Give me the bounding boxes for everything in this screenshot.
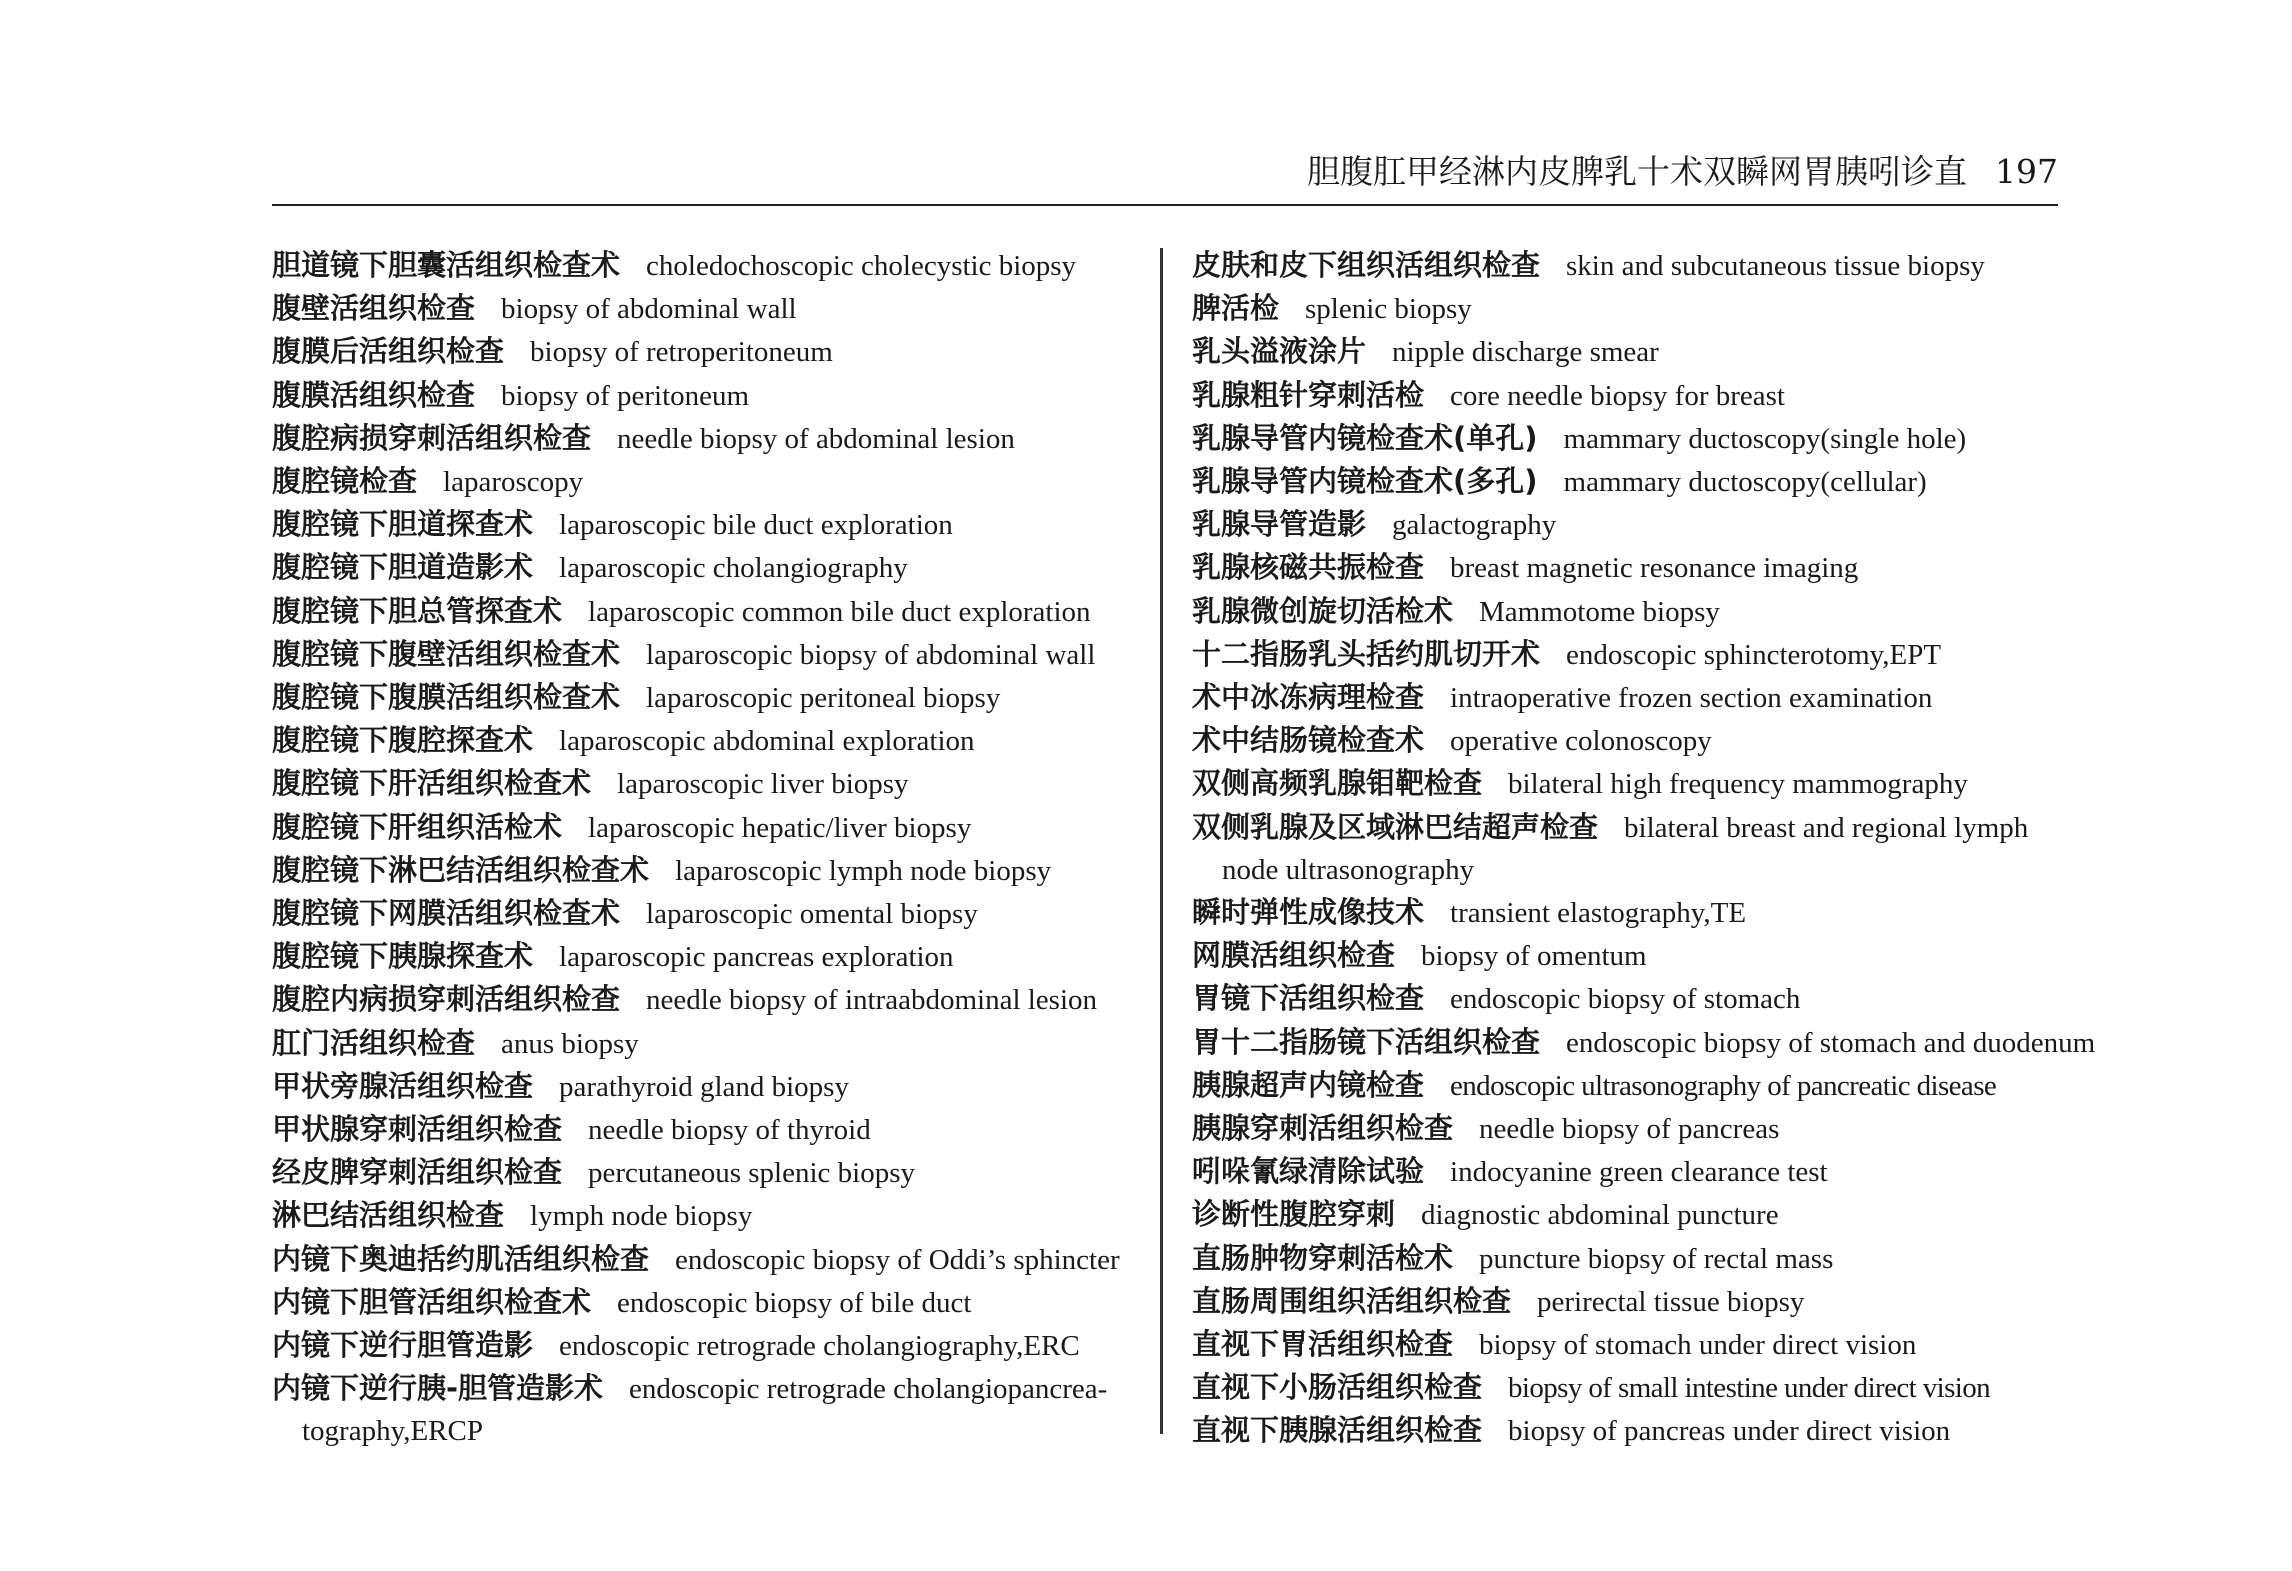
english-term: needle biopsy of pancreas (1479, 1113, 1780, 1146)
english-term: biopsy of omentum (1421, 940, 1647, 973)
english-term: mammary ductoscopy(cellular) (1563, 466, 1927, 499)
glossary-entry (1192, 719, 2058, 762)
glossary-entry (1192, 1107, 2058, 1150)
left-column (272, 244, 1132, 1453)
glossary-entry (1192, 590, 2058, 633)
english-term: needle biopsy of thyroid (588, 1114, 871, 1147)
english-term: laparoscopy (443, 466, 584, 499)
english-term-continuation: node ultrasonography (1222, 853, 1475, 886)
english-term: bilateral breast and regional lymph (1624, 811, 2029, 844)
english-term: galactography (1392, 509, 1557, 542)
english-term: endoscopic biopsy of stomach and duodenum (1566, 1026, 2096, 1059)
chinese-term: 内镜下逆行胆管造影 (272, 1328, 534, 1363)
chinese-term: 十二指肠乳头括约肌切开术 (1192, 636, 1541, 671)
english-term: laparoscopic abdominal exploration (559, 725, 975, 758)
english-term: needle biopsy of abdominal lesion (617, 422, 1015, 455)
glossary-entry (272, 935, 1132, 978)
glossary-entry (272, 1022, 1132, 1065)
chinese-term: 腹壁活组织检查 (272, 291, 476, 326)
chinese-term: 乳腺核磁共振检查 (1192, 550, 1425, 585)
glossary-entry (272, 719, 1132, 762)
chinese-term: 胃十二指肠镜下活组织检查 (1192, 1024, 1541, 1059)
chinese-term: 术中结肠镜检查术 (1192, 723, 1425, 758)
english-term: biopsy of peritoneum (501, 379, 750, 412)
glossary-entry (1192, 1064, 2058, 1107)
english-term: endoscopic ultrasonography of pancreatic disease (1450, 1069, 1997, 1102)
glossary-entry (272, 676, 1132, 719)
english-term: diagnostic abdominal puncture (1421, 1199, 1779, 1232)
english-term: anus biopsy (501, 1027, 639, 1060)
english-term: core needle biopsy for breast (1450, 379, 1785, 412)
english-term: endoscopic biopsy of bile duct (617, 1286, 972, 1319)
chinese-term: 腹腔镜下胆总管探查术 (272, 593, 563, 628)
english-term: biopsy of pancreas under direct vision (1508, 1415, 1951, 1448)
page-number: 197 (1995, 152, 2058, 191)
chinese-term: 腹腔镜下肝活组织检查术 (272, 766, 592, 801)
glossary-entry (272, 1108, 1132, 1151)
chinese-term: 乳头溢液涂片 (1192, 334, 1367, 369)
chinese-term: 乳腺导管内镜检查术(单孔) (1192, 420, 1538, 455)
glossary-entry (1192, 934, 2058, 977)
english-term: needle biopsy of intraabdominal lesion (646, 984, 1098, 1017)
chinese-term: 术中冰冻病理检查 (1192, 680, 1425, 715)
english-term: nipple discharge smear (1392, 336, 1659, 369)
glossary-entry (1192, 244, 2058, 287)
glossary-entry (272, 244, 1132, 287)
glossary-entry (272, 806, 1132, 849)
glossary-entry (272, 417, 1132, 460)
english-term: choledochoscopic cholecystic biopsy (646, 250, 1077, 282)
english-term: endoscopic retrograde cholangiography,ERC (559, 1330, 1080, 1363)
english-term: breast magnetic resonance imaging (1450, 552, 1859, 585)
glossary-entry (272, 978, 1132, 1021)
english-term: percutaneous splenic biopsy (588, 1157, 915, 1190)
english-term: laparoscopic bile duct exploration (559, 509, 953, 542)
english-term: operative colonoscopy (1450, 725, 1712, 758)
glossary-entry (272, 460, 1132, 503)
glossary-entry (1192, 1409, 2058, 1452)
chinese-term: 腹腔镜下肝组织活检术 (272, 809, 563, 844)
english-term: perirectal tissue biopsy (1537, 1285, 1805, 1318)
glossary-entry (272, 892, 1132, 935)
glossary-entry (272, 1065, 1132, 1108)
english-term: intraoperative frozen section examination (1450, 682, 1933, 715)
glossary-entry (1192, 287, 2058, 330)
right-column (1192, 244, 2096, 1453)
glossary-entry (1192, 1237, 2058, 1280)
chinese-term: 内镜下胆管活组织检查术 (272, 1284, 592, 1319)
glossary-entry (1192, 503, 2058, 546)
chinese-term: 直肠肿物穿刺活检术 (1192, 1240, 1454, 1275)
chinese-term: 经皮脾穿刺活组织检查 (272, 1155, 563, 1190)
chinese-term: 诊断性腹腔穿刺 (1192, 1197, 1396, 1232)
english-term: mammary ductoscopy(single hole) (1563, 422, 1967, 455)
glossary-entry (1192, 374, 2058, 417)
chinese-term: 双侧乳腺及区域淋巴结超声检查 (1192, 809, 1599, 844)
chinese-term: 肛门活组织检查 (272, 1025, 476, 1060)
chinese-term: 腹腔镜检查 (272, 464, 418, 499)
glossary-entry (272, 330, 1132, 373)
chinese-term: 腹膜活组织检查 (272, 377, 476, 412)
english-term: laparoscopic omental biopsy (646, 898, 978, 931)
english-term: laparoscopic common bile duct exploration (588, 595, 1091, 628)
chinese-term: 胃镜下活组织检查 (1192, 981, 1425, 1016)
english-term: laparoscopic biopsy of abdominal wall (646, 638, 1096, 671)
chinese-term: 直肠周围组织活组织检查 (1192, 1283, 1512, 1318)
glossary-entry (272, 1367, 1132, 1410)
chinese-term: 腹腔镜下胆道造影术 (272, 550, 534, 585)
glossary-entry (1192, 1193, 2058, 1236)
glossary-entry (1192, 1150, 2058, 1193)
chinese-term: 腹腔镜下胆道探查术 (272, 507, 534, 542)
english-term: laparoscopic hepatic/liver biopsy (588, 811, 972, 844)
english-term: laparoscopic liver biopsy (617, 768, 909, 801)
chinese-term: 胰腺超声内镜检查 (1192, 1067, 1425, 1102)
english-term: puncture biopsy of rectal mass (1479, 1242, 1834, 1275)
english-term: lymph node biopsy (530, 1200, 753, 1233)
glossary-entry (1192, 633, 2058, 676)
chinese-term: 脾活检 (1192, 291, 1280, 326)
english-term: biopsy of retroperitoneum (530, 336, 833, 369)
chinese-term: 皮肤和皮下组织活组织检查 (1192, 248, 1541, 282)
glossary-entry (272, 1281, 1132, 1324)
chinese-term: 内镜下逆行胰-胆管造影术 (272, 1371, 604, 1406)
english-term: biopsy of small intestine under direct vision (1508, 1372, 1991, 1405)
chinese-term: 胰腺穿刺活组织检查 (1192, 1111, 1454, 1146)
glossary-entry (272, 633, 1132, 676)
english-term: indocyanine green clearance test (1450, 1156, 1828, 1189)
chinese-term: 腹腔镜下腹壁活组织检查术 (272, 636, 621, 671)
chinese-term: 直视下胃活组织检查 (1192, 1327, 1454, 1362)
glossary-entry (1192, 1323, 2058, 1366)
chinese-term: 腹腔镜下腹腔探查术 (272, 723, 534, 758)
chinese-term: 瞬时弹性成像技术 (1192, 895, 1425, 930)
english-term: endoscopic sphincterotomy,EPT (1566, 638, 1942, 671)
glossary-entry (1192, 1280, 2058, 1323)
english-term: biopsy of abdominal wall (501, 293, 797, 326)
english-term: endoscopic biopsy of Oddi’s sphincter (675, 1243, 1120, 1276)
english-term: biopsy of stomach under direct vision (1479, 1329, 1917, 1362)
english-term: Mammotome biopsy (1479, 595, 1720, 628)
english-term: transient elastography,TE (1450, 897, 1747, 930)
chinese-term: 乳腺导管内镜检查术(多孔) (1192, 464, 1538, 499)
glossary-entry (1192, 460, 2058, 503)
chinese-term: 腹腔病损穿刺活组织检查 (272, 420, 592, 455)
glossary-entry (272, 546, 1132, 589)
english-term-continuation: tography,ERCP (302, 1415, 483, 1448)
glossary-entry (272, 849, 1132, 892)
glossary-entry (272, 1324, 1132, 1367)
english-term: laparoscopic pancreas exploration (559, 941, 954, 974)
chinese-term: 内镜下奥迪括约肌活组织检查 (272, 1241, 650, 1276)
chinese-term: 甲状旁腺活组织检查 (272, 1068, 534, 1103)
header-title: 胆腹肛甲经淋内皮脾乳十术双瞬网胃胰吲诊直 (1307, 152, 1967, 191)
glossary-entry (1192, 546, 2058, 589)
glossary-entry (272, 1194, 1132, 1237)
glossary-entry (1192, 806, 2058, 849)
glossary-entry (272, 287, 1132, 330)
glossary-entry (272, 1151, 1132, 1194)
chinese-term: 腹膜后活组织检查 (272, 334, 505, 369)
running-header (272, 148, 2058, 206)
chinese-term: 乳腺导管造影 (1192, 507, 1367, 542)
glossary-entry (1192, 1366, 2058, 1409)
chinese-term: 吲哚氰绿清除试验 (1192, 1154, 1425, 1189)
chinese-term: 腹腔内病损穿刺活组织检查 (272, 982, 621, 1017)
english-term: endoscopic retrograde cholangiopancrea- (629, 1373, 1108, 1406)
english-term: parathyroid gland biopsy (559, 1070, 849, 1103)
chinese-term: 腹腔镜下胰腺探查术 (272, 939, 534, 974)
english-term: laparoscopic cholangiography (559, 552, 908, 585)
english-term: laparoscopic peritoneal biopsy (646, 682, 1001, 715)
glossary-entry (272, 374, 1132, 417)
glossary-entry (1192, 891, 2058, 934)
chinese-term: 腹腔镜下淋巴结活组织检查术 (272, 852, 650, 887)
column-divider (1160, 248, 1163, 1434)
chinese-term: 腹腔镜下网膜活组织检查术 (272, 896, 621, 931)
chinese-term: 双侧高频乳腺钼靶检查 (1192, 766, 1483, 801)
chinese-term: 网膜活组织检查 (1192, 938, 1396, 973)
chinese-term: 胆道镜下胆囊活组织检查术 (272, 248, 621, 282)
glossary-entry (272, 503, 1132, 546)
glossary-entry (1192, 762, 2058, 805)
glossary-entry (1192, 676, 2058, 719)
chinese-term: 直视下小肠活组织检查 (1192, 1370, 1483, 1405)
glossary-entry (272, 1238, 1132, 1281)
chinese-term: 乳腺微创旋切活检术 (1192, 593, 1454, 628)
english-term: bilateral high frequency mammography (1508, 768, 1968, 801)
glossary-entry (1192, 417, 2058, 460)
english-term: endoscopic biopsy of stomach (1450, 983, 1801, 1016)
chinese-term: 淋巴结活组织检查 (272, 1198, 505, 1233)
glossary-entry (272, 762, 1132, 805)
english-term: laparoscopic lymph node biopsy (675, 854, 1052, 887)
english-term: splenic biopsy (1305, 293, 1472, 326)
chinese-term: 腹腔镜下腹膜活组织检查术 (272, 680, 621, 715)
english-term: skin and subcutaneous tissue biopsy (1566, 250, 1985, 282)
glossary-entry (1192, 977, 2058, 1020)
glossary-entry (1192, 330, 2058, 373)
chinese-term: 直视下胰腺活组织检查 (1192, 1413, 1483, 1448)
chinese-term: 乳腺粗针穿刺活检 (1192, 377, 1425, 412)
glossary-entry (272, 590, 1132, 633)
glossary-entry (1192, 1021, 2096, 1064)
chinese-term: 甲状腺穿刺活组织检查 (272, 1112, 563, 1147)
